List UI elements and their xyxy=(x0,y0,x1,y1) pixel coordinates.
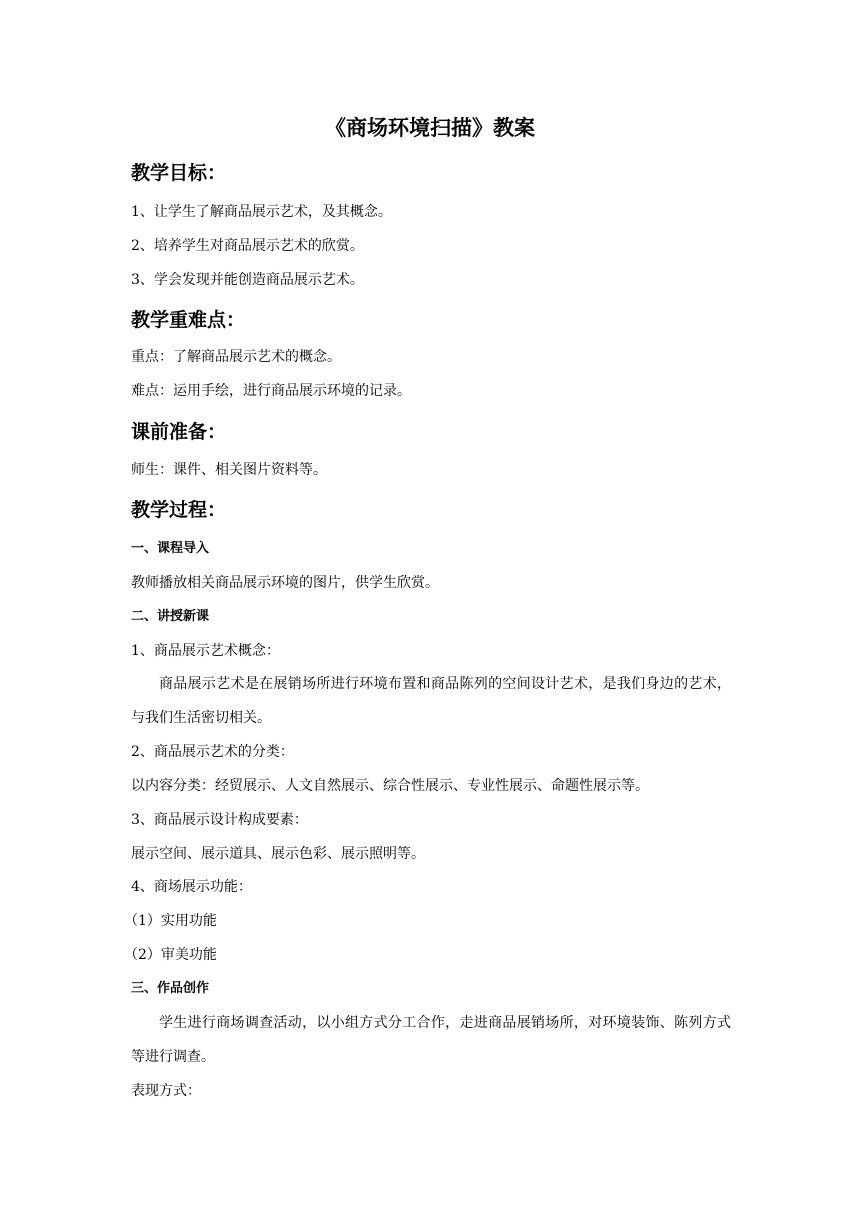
part3-heading: 三、作品创作 xyxy=(131,981,210,996)
objectives-heading: 教学目标： xyxy=(131,162,227,184)
function-item-1: （1）实用功能 xyxy=(124,913,217,929)
objective-item-1: 1、让学生了解商品展示艺术，及其概念。 xyxy=(131,204,392,220)
elements-label: 3、商品展示设计构成要素： xyxy=(131,812,308,828)
document-title: 《商场环境扫描》教案 xyxy=(325,116,535,140)
concept-paragraph: 商品展示艺术是在展销场所进行环境布置和商品陈列的空间设计艺术，是我们身边的艺术，与我们生活密切相关。 xyxy=(131,676,731,726)
classification-text: 以内容分类：经贸展示、人文自然展示、综合性展示、专业性展示、命题性展示等。 xyxy=(131,778,649,794)
function-item-2: （2）审美功能 xyxy=(124,947,217,963)
functions-label: 4、商场展示功能： xyxy=(131,879,252,895)
process-heading: 教学过程： xyxy=(131,499,227,521)
concept-label: 1、商品展示艺术概念： xyxy=(131,643,280,659)
objective-item-2: 2、培养学生对商品展示艺术的欣赏。 xyxy=(131,238,364,254)
part1-text: 教师播放相关商品展示环境的图片，供学生欣赏。 xyxy=(131,575,439,591)
part1-heading: 一、课程导入 xyxy=(131,541,210,556)
key-point-difficulty: 难点：运用手绘，进行商品展示环境的记录。 xyxy=(131,383,411,399)
classification-label: 2、商品展示艺术的分类： xyxy=(131,744,294,760)
objective-item-3: 3、学会发现并能创造商品展示艺术。 xyxy=(131,272,364,288)
expression-label: 表现方式： xyxy=(131,1083,201,1099)
part3-paragraph: 学生进行商场调查活动，以小组方式分工合作，走进商品展销场所，对环境装饰、陈列方式等进行调查。 xyxy=(131,1015,731,1065)
preparation-heading: 课前准备： xyxy=(131,421,227,443)
key-point-focus: 重点：了解商品展示艺术的概念。 xyxy=(131,349,341,365)
preparation-text: 师生：课件、相关图片资料等。 xyxy=(131,462,327,478)
elements-text: 展示空间、展示道具、展示色彩、展示照明等。 xyxy=(131,846,425,862)
key-points-heading: 教学重难点： xyxy=(131,309,246,331)
part2-heading: 二、讲授新课 xyxy=(131,609,210,624)
